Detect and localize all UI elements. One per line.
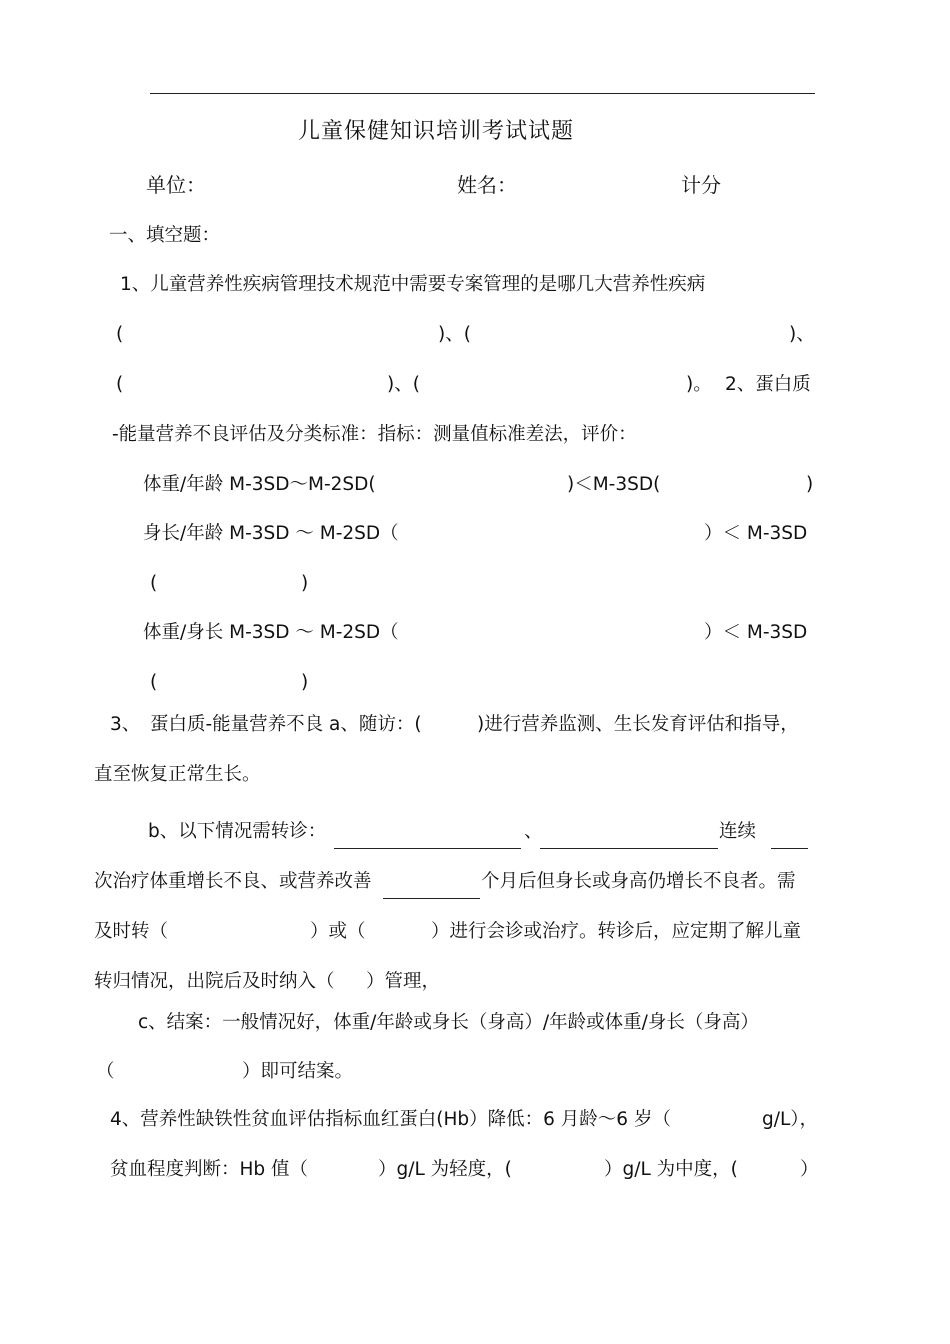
q3-part-c: c、结案：一般情况好，体重/年龄或身长（身高）/年龄或体重/身长（身高）: [138, 1012, 759, 1033]
q4-line2d: ）: [800, 1159, 819, 1180]
q3-blank-1[interactable]: [334, 848, 521, 849]
q3-part-a: 蛋白质-能量营养不良 a、随访：(: [150, 714, 422, 735]
score-label: 计分: [681, 173, 721, 197]
weight-length-label: 体重/身长 M-3SD ～ M-2SD（: [143, 622, 399, 643]
q2-text: -能量营养不良评估及分类标准：指标：测量值标准差法，评价：: [112, 424, 637, 445]
weight-age-end: ): [806, 474, 814, 495]
unit-label: 单位：: [146, 173, 206, 197]
q1-paren-sep-1: )、(: [438, 324, 471, 345]
q1-paren-open-1: (: [116, 324, 124, 345]
q1-paren-tail: )、: [789, 324, 815, 345]
q3-part-b-cont: 连续: [719, 821, 757, 842]
q3-part-b-intro: b、以下情况需转诊：: [148, 821, 327, 842]
q3-part-b-line2b: 个月后但身长或身高仍增长不良者。需: [481, 871, 796, 892]
q3-part-b-line3b: ）或（: [310, 921, 366, 942]
weight-length-open: (: [150, 672, 158, 693]
q4-line2c: ）g/L 为中度，(: [604, 1159, 738, 1180]
q4-line2b: ）g/L 为轻度，(: [378, 1159, 512, 1180]
length-age-close: ): [301, 573, 309, 594]
q3-part-b-line4b: ）管理，: [366, 971, 441, 992]
q3-blank-4[interactable]: [383, 898, 480, 899]
length-age-label: 身长/年龄 M-3SD ～ M-2SD（: [143, 523, 399, 544]
length-age-mid: ）＜ M-3SD: [704, 523, 808, 544]
q1-paren-open-2: (: [116, 374, 124, 395]
q2-number: 2、蛋白质: [725, 374, 811, 395]
page-title: 儿童保健知识培训考试试题: [298, 119, 575, 144]
q4-line1a: 4、营养性缺铁性贫血评估指标血红蛋白(Hb）降低：6 月龄～6 岁（: [110, 1109, 671, 1130]
q3-part-c-line2a: （: [96, 1061, 115, 1082]
section-heading: 一、填空题：: [109, 225, 221, 246]
q3-number: 3、: [110, 714, 141, 735]
q3-part-b-line4a: 转归情况，出院后及时纳入（: [94, 971, 335, 992]
q3-blank-2[interactable]: [540, 848, 718, 849]
weight-age-mid: )＜M-3SD(: [567, 474, 661, 495]
q1-paren-sep-2: )、(: [387, 374, 420, 395]
q3-part-b-line2a: 次治疗体重增长不良、或营养改善: [94, 871, 372, 892]
weight-age-label: 体重/年龄 M-3SD～M-2SD(: [143, 474, 376, 495]
q3-blank-3[interactable]: [771, 848, 808, 849]
weight-length-mid: ）＜ M-3SD: [704, 622, 808, 643]
q3-part-a-line2: 直至恢复正常生长。: [94, 764, 261, 785]
q1-paren-close: )。: [686, 374, 712, 395]
q4-line1b: g/L），: [762, 1109, 819, 1130]
q3-part-c-line2b: ）即可结案。: [242, 1061, 354, 1082]
q3-part-a-end: )进行营养监测、生长发育评估和指导，: [477, 714, 799, 735]
q4-line2a: 贫血程度判断：Hb 值（: [110, 1159, 309, 1180]
name-label: 姓名：: [457, 173, 517, 197]
q3-part-b-line3c: ）进行会诊或治疗。转诊后，应定期了解儿童: [431, 921, 802, 942]
q1-prompt: 1、儿童营养性疾病管理技术规范中需要专案管理的是哪几大营养性疾病: [120, 274, 706, 295]
q3-part-b-line3a: 及时转（: [94, 921, 169, 942]
length-age-open: (: [150, 573, 158, 594]
weight-length-close: ): [301, 672, 309, 693]
q3-part-b-sep: 、: [524, 821, 543, 842]
header-rule: [150, 93, 815, 94]
